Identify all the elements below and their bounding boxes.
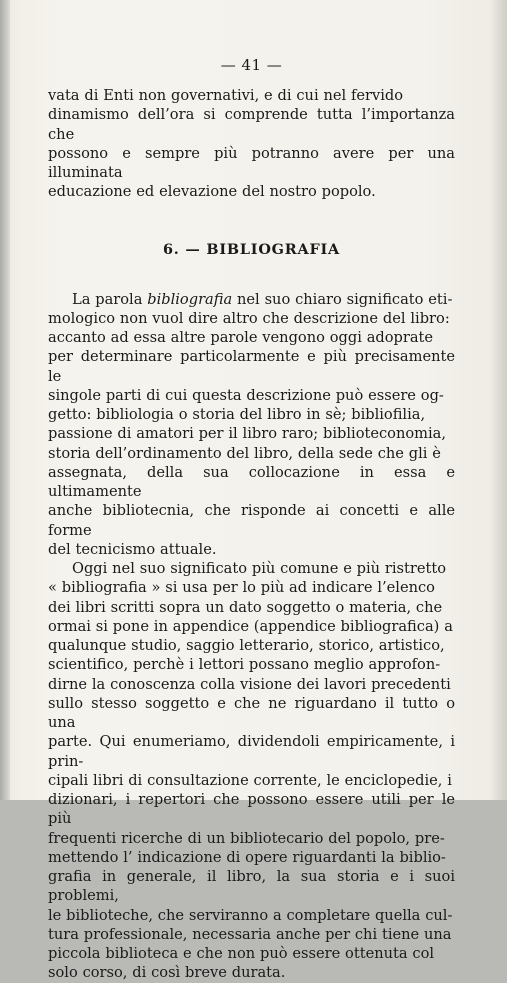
paragraph-lead-text: La parola [72,290,148,308]
text-line: dizionari, i repertori che possono essere utili per le più [48,791,455,828]
text-line: tura professionale, necessaria anche per chi tiene una [48,925,452,943]
text-line: del tecnicismo attuale. [48,540,217,558]
text-line: assegnata, della sua collocazione in essa e ultimamente [48,463,455,500]
text-line [48,290,455,309]
text-line: scientifico, perchè i lettori possano meglio approfon- [48,656,441,674]
text-line: dei libri scritti sopra un dato soggetto o materia, che [48,598,443,616]
text-line: vata di Enti non governativi, e di cui nel fervido [48,87,404,104]
book-gutter-shadow [0,0,10,800]
text-line: anche bibliotecnia, che risponde ai concetti e alle forme [48,502,455,539]
text-line: dinamismo dell’ora si comprende tutta l’importanza che [48,106,455,143]
text-line: frequenti ricerche di un bibliotecario del popolo, pre- [48,829,445,847]
text-line: accanto ad essa altre parole vengono oggi adoprate [48,329,434,346]
text-line: grafia in generale, il libro, la sua storia e i suoi problemi, [48,868,455,905]
text-line: possono e sempre più potranno avere per una illuminata [48,144,455,181]
bibliography-usage-paragraph [48,559,455,983]
text-line: mettendo l’ indicazione di opere riguardanti la biblio- [48,848,446,866]
italic-term: bibliografia [147,290,233,308]
text-line: storia dell’ordinamento del libro, della sede che gli è [48,444,441,462]
text-line: per determinare particolarmente e più precisamente le [48,348,455,385]
text-line: Oggi nel suo significato più comune e più ristretto [72,560,447,577]
document-page [48,56,455,983]
text-line: le biblioteche, che serviranno a completare quella cul- [48,906,453,924]
text-line: getto: bibliologia o storia del libro in sè; bibliofilia, [48,406,426,423]
continuation-paragraph [48,86,455,202]
text-line: qualunque studio, saggio letterario, storico, artistico, [48,637,445,654]
text-line: passione di amatori per il libro raro; biblioteconomia, [48,425,446,443]
text-line: ormai si pone in appendice (appendice bibliografica) a [48,617,453,635]
text-line: parte. Qui enumeriamo, dividendoli empiricamente, i prin- [48,733,455,770]
text-line: cipali libri di consultazione corrente, le enciclopedie, i [48,771,452,789]
text-line: sullo stesso soggetto e che ne riguardano il tutto o una [48,694,455,731]
section-heading: 6. — BIBLIOGRAFIA [162,240,340,258]
text-line: mologico non vuol dire altro che descrizione del libro: [48,309,450,327]
text-line: « bibliografia » si usa per lo più ad indicare l’elenco [48,579,435,597]
paragraph-line-continuation: nel suo chiaro significato eti- [232,290,453,308]
bibliography-definition-paragraph [48,290,455,560]
text-line: dirne la conoscenza colla visione dei lavori precedenti [48,675,451,693]
text-line: solo corso, di così breve durata. [48,964,286,982]
page-number: — 41 — [220,56,283,74]
text-line: singole parti di cui questa descrizione può essere og- [48,386,444,404]
text-line: piccola biblioteca e che non può essere ottenuta col [48,945,435,962]
text-line: educazione ed elevazione del nostro popolo. [48,183,376,201]
